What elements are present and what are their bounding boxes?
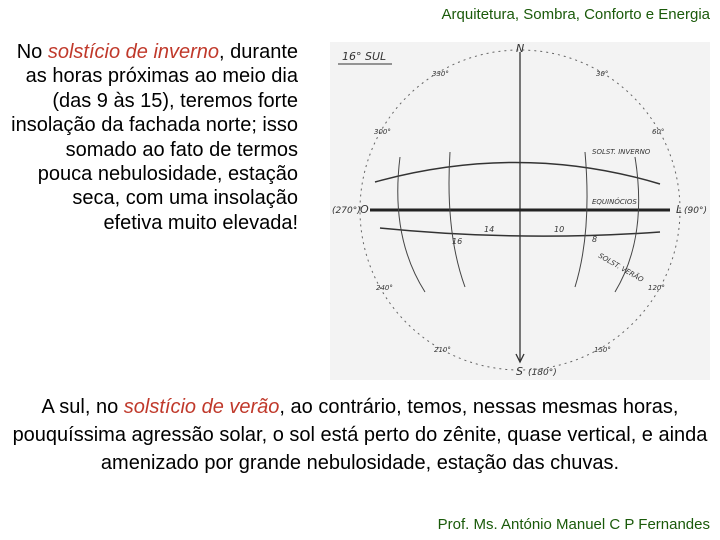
south-degree-label: (180°) [528,368,557,378]
summer-curve-label: SOLST. VERÃO [597,251,645,285]
azimuth-30: 30° [596,70,609,78]
azimuth-210: 210° [434,346,451,354]
hour-label-16: 16 [452,237,463,246]
solar-chart-diagram [330,42,710,380]
bottom-paragraph-suffix: , ao contrário, temos, nessas mesmas horas, pouquíssima agressão solar, o sol está perto do zênite, quase vertical, e ainda amenizado por grande nebulosidade, estação das chuvas. [12,396,708,474]
south-label: S [516,365,523,378]
azimuth-330: 330° [432,70,449,78]
east-label: L [676,203,683,216]
header-title: Arquitetura, Sombra, Conforto e Energia [441,6,710,23]
hour-label-8: 8 [592,235,598,244]
hour-label-14: 14 [484,225,495,234]
west-label: O [360,203,369,216]
azimuth-120: 120° [648,284,665,292]
hour-label-10: 10 [554,225,565,234]
left-paragraph [10,40,298,235]
latitude-label: 16° SUL [342,50,387,63]
bottom-paragraph-highlight: solstício de verão [123,396,280,418]
north-label: N [516,42,525,55]
left-paragraph-suffix: , durante as horas próximas ao meio dia (das 9 às 15), teremos forte insolação da fachada norte; isso somado ao fato de termos pouca nebulosidade, estação seca, com uma insolação efetiva muito elevada! [11,41,298,234]
azimuth-300: 300° [374,128,391,136]
winter-curve-label: SOLST. INVERNO [592,148,651,156]
bottom-paragraph-prefix: A sul, no [41,396,124,418]
east-degree-label: (90°) [684,206,707,216]
azimuth-150: 150° [594,346,611,354]
equinox-curve-label: EQUINÓCIOS [592,198,637,206]
left-paragraph-highlight: solstício de inverno [47,41,220,63]
left-paragraph-prefix: No [16,41,48,63]
azimuth-60: 60° [652,128,665,136]
bottom-paragraph [10,393,710,477]
azimuth-240: 240° [376,284,393,292]
footer-author: Prof. Ms. António Manuel C P Fernandes [437,516,710,533]
west-degree-label: (270°) [332,206,361,216]
